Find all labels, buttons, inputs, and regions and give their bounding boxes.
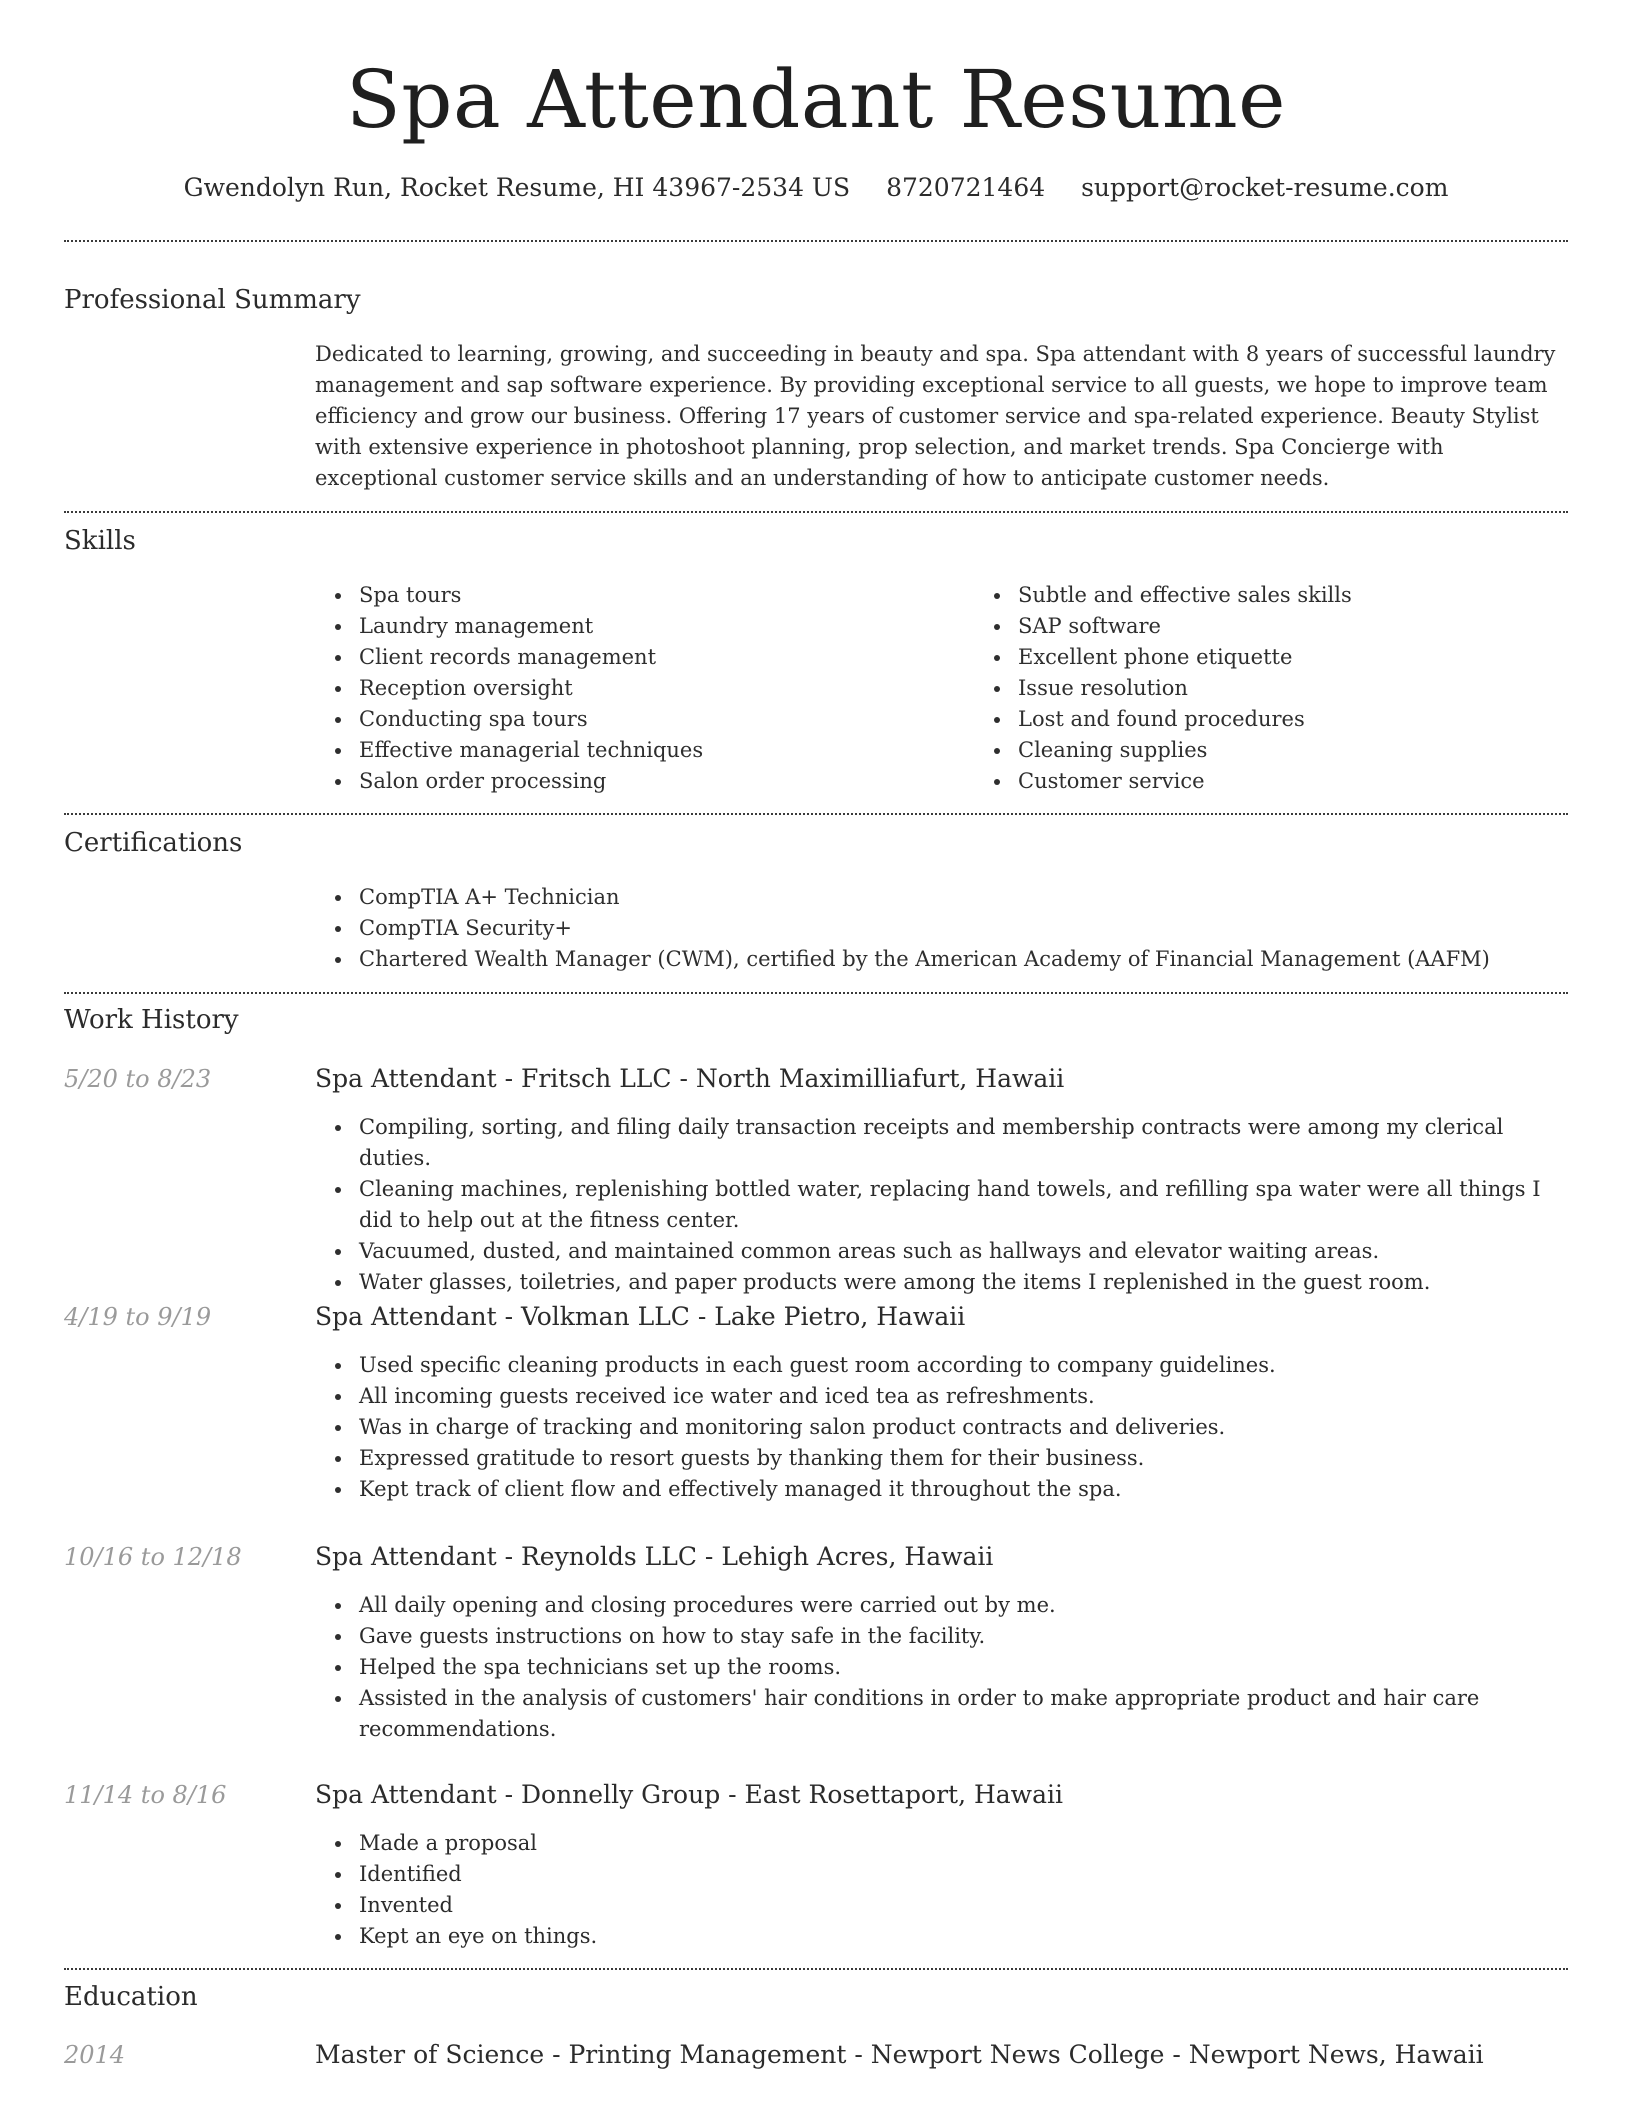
skills-column-right: [974, 580, 1632, 797]
skills-heading: Skills: [64, 526, 136, 556]
summary-text: Dedicated to learning, growing, and succeeding in beauty and spa. Spa attendant with 8 years of successful laundry management and sap software experience. By providing exceptional service to all guests, we hope to improve team efficiency and grow our business. Offering 17 years of customer service and spa-related experience. Beauty Stylist with extensive experience in photoshoot planning, prop selection, and market trends. Spa Concierge with exceptional customer service skills and an understanding of how to anticipate customer needs.: [315, 342, 1556, 490]
duty-item: Kept track of client flow and effectively managed it throughout the spa.: [359, 1474, 1568, 1505]
duty-item: Used specific cleaning products in each guest room according to company guidelines.: [359, 1350, 1568, 1381]
duty-item: Helped the spa technicians set up the rooms.: [359, 1652, 1568, 1683]
job-dates: 5/20 to 8/23: [64, 1065, 212, 1093]
duty-item: Compiling, sorting, and filing daily transaction receipts and membership contracts were among my clerical duties.: [359, 1112, 1568, 1174]
resume-title: Spa Attendant Resume: [345, 53, 1287, 146]
skill-item: Laundry management: [359, 611, 974, 642]
job-duties: [315, 1350, 1568, 1505]
certifications-heading: Certifications: [64, 828, 243, 858]
duty-item: Was in charge of tracking and monitoring salon product contracts and deliveries.: [359, 1412, 1568, 1443]
certification-item: CompTIA Security+: [359, 913, 1568, 944]
duty-item: Cleaning machines, replenishing bottled water, replacing hand towels, and refilling spa water were all things I did to help out at the fitness center.: [359, 1174, 1568, 1236]
skill-item: Effective managerial techniques: [359, 735, 974, 766]
summary-heading: Professional Summary: [64, 285, 361, 315]
skill-item: SAP software: [1018, 611, 1632, 642]
job-title: Spa Attendant - Volkman LLC - Lake Pietro, Hawaii: [315, 1302, 966, 1331]
divider: [64, 813, 1568, 815]
job-dates: 4/19 to 9/19: [64, 1303, 212, 1331]
job-dates: 10/16 to 12/18: [64, 1543, 242, 1571]
skill-item: Issue resolution: [1018, 673, 1632, 704]
job-duties: [315, 1112, 1568, 1298]
contact-line: [64, 168, 1568, 208]
certifications-list: [315, 882, 1568, 975]
skill-item: Cleaning supplies: [1018, 735, 1632, 766]
summary-section: [315, 339, 1568, 494]
work-history-heading: Work History: [64, 1005, 239, 1035]
education-year: 2014: [64, 2041, 126, 2069]
divider: [64, 240, 1568, 242]
job-title: Spa Attendant - Reynolds LLC - Lehigh Acres, Hawaii: [315, 1542, 994, 1571]
duty-item: All daily opening and closing procedures were carried out by me.: [359, 1590, 1568, 1621]
duty-item: Made a proposal: [359, 1828, 1568, 1859]
job-title: Spa Attendant - Fritsch LLC - North Maximilliafurt, Hawaii: [315, 1064, 1065, 1093]
duty-item: Vacuumed, dusted, and maintained common areas such as hallways and elevator waiting areas.: [359, 1236, 1568, 1267]
education-degree: Master of Science - Printing Management - Newport News College - Newport News, Hawaii: [315, 2040, 1484, 2069]
job-title: Spa Attendant - Donnelly Group - East Rosettaport, Hawaii: [315, 1780, 1063, 1809]
certification-item: Chartered Wealth Manager (CWM), certified by the American Academy of Financial Management (AAFM): [359, 944, 1568, 975]
divider: [64, 992, 1568, 994]
job-duties: [315, 1590, 1568, 1745]
skills-column-left: [315, 580, 974, 797]
duty-item: Water glasses, toiletries, and paper products were among the items I replenished in the guest room.: [359, 1267, 1568, 1298]
skill-item: Salon order processing: [359, 766, 974, 797]
divider: [64, 1968, 1568, 1970]
duty-item: Invented: [359, 1890, 1568, 1921]
contact-address: Gwendolyn Run, Rocket Resume, HI 43967-2534 US: [183, 173, 851, 202]
duty-item: Gave guests instructions on how to stay safe in the facility.: [359, 1621, 1568, 1652]
skills-list: [315, 580, 1568, 797]
skill-item: Reception oversight: [359, 673, 974, 704]
skill-item: Subtle and effective sales skills: [1018, 580, 1632, 611]
skill-item: Excellent phone etiquette: [1018, 642, 1632, 673]
duty-item: All incoming guests received ice water and iced tea as refreshments.: [359, 1381, 1568, 1412]
skill-item: Lost and found procedures: [1018, 704, 1632, 735]
education-heading: Education: [64, 1982, 198, 2012]
contact-email: support@rocket-resume.com: [1081, 173, 1449, 202]
duty-item: Identified: [359, 1859, 1568, 1890]
skill-item: Client records management: [359, 642, 974, 673]
job-dates: 11/14 to 8/16: [64, 1781, 227, 1809]
duty-item: Expressed gratitude to resort guests by thanking them for their business.: [359, 1443, 1568, 1474]
skill-item: Spa tours: [359, 580, 974, 611]
job-duties: [315, 1828, 1568, 1952]
divider: [64, 511, 1568, 513]
certification-item: CompTIA A+ Technician: [359, 882, 1568, 913]
contact-phone: 8720721464: [886, 173, 1046, 202]
skill-item: Customer service: [1018, 766, 1632, 797]
duty-item: Kept an eye on things.: [359, 1921, 1568, 1952]
skill-item: Conducting spa tours: [359, 704, 974, 735]
duty-item: Assisted in the analysis of customers' hair conditions in order to make appropriate product and hair care recommendations.: [359, 1683, 1568, 1745]
